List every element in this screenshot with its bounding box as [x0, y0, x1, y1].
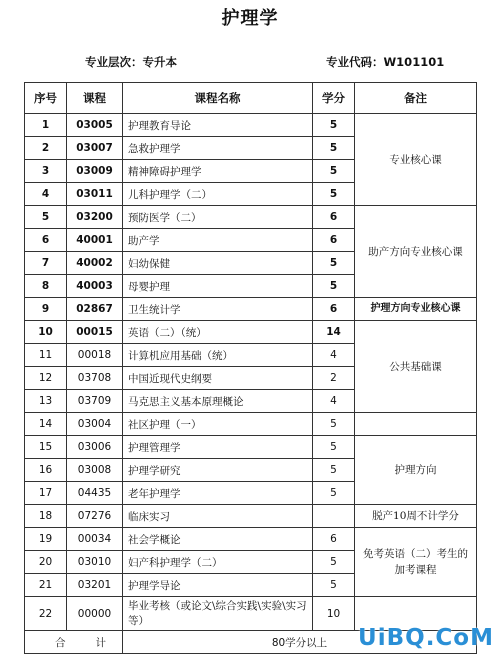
row-credit: 6 — [313, 229, 355, 252]
row-course-code: 00000 — [67, 597, 123, 631]
table-row — [25, 321, 477, 344]
row-credit: 2 — [313, 367, 355, 390]
row-credit: 5 — [313, 275, 355, 298]
row-credit — [313, 505, 355, 528]
row-course-name: 护理管理学 — [123, 436, 313, 459]
row-credit: 5 — [313, 436, 355, 459]
row-seq: 16 — [25, 459, 67, 482]
row-seq: 6 — [25, 229, 67, 252]
total-value: 80学分以上 — [123, 631, 477, 654]
row-course-name: 预防医学（二） — [123, 206, 313, 229]
row-seq: 14 — [25, 413, 67, 436]
row-seq: 10 — [25, 321, 67, 344]
row-course-name: 中国近现代史纲要 — [123, 367, 313, 390]
note-nursing-direction: 护理方向 — [355, 436, 477, 505]
row-course-name: 母婴护理 — [123, 275, 313, 298]
row-course-name: 助产学 — [123, 229, 313, 252]
table-row — [25, 413, 477, 436]
row-course-code: 03708 — [67, 367, 123, 390]
note-empty — [355, 413, 477, 436]
note-midwife-core: 助产方向专业核心课 — [355, 206, 477, 298]
row-credit: 5 — [313, 160, 355, 183]
row-course-name: 社区护理（一） — [123, 413, 313, 436]
row-credit: 14 — [313, 321, 355, 344]
row-course-code: 02867 — [67, 298, 123, 321]
row-course-code: 03005 — [67, 114, 123, 137]
header-note: 备注 — [355, 83, 477, 114]
row-credit: 5 — [313, 137, 355, 160]
row-credit: 5 — [313, 459, 355, 482]
row-course-code: 00015 — [67, 321, 123, 344]
row-credit: 5 — [313, 574, 355, 597]
row-course-code: 03200 — [67, 206, 123, 229]
row-course-code: 03009 — [67, 160, 123, 183]
row-course-code: 40003 — [67, 275, 123, 298]
row-credit: 5 — [313, 413, 355, 436]
row-seq: 19 — [25, 528, 67, 551]
row-course-name: 护理学研究 — [123, 459, 313, 482]
major-code-label: 专业代码：W101101 — [326, 55, 445, 69]
note-core: 专业核心课 — [355, 114, 477, 206]
row-course-code: 03010 — [67, 551, 123, 574]
row-seq: 22 — [25, 597, 67, 631]
row-course-code: 03709 — [67, 390, 123, 413]
row-credit: 4 — [313, 390, 355, 413]
table-row — [25, 528, 477, 551]
row-course-name: 妇幼保健 — [123, 252, 313, 275]
note-public-basic: 公共基础课 — [355, 321, 477, 413]
row-seq: 8 — [25, 275, 67, 298]
major-level-label: 专业层次：专升本 — [85, 55, 177, 69]
row-course-code: 03004 — [67, 413, 123, 436]
row-course-name: 英语（二）（统） — [123, 321, 313, 344]
row-seq: 21 — [25, 574, 67, 597]
row-course-code: 40001 — [67, 229, 123, 252]
row-course-name: 护理教育导论 — [123, 114, 313, 137]
row-seq: 5 — [25, 206, 67, 229]
watermark-logo: UiBQ.CoM — [358, 625, 494, 651]
row-seq: 13 — [25, 390, 67, 413]
row-course-name: 儿科护理学（二） — [123, 183, 313, 206]
row-course-name: 卫生统计学 — [123, 298, 313, 321]
row-credit: 6 — [313, 528, 355, 551]
row-course-code: 03007 — [67, 137, 123, 160]
row-credit: 5 — [313, 114, 355, 137]
header-credit: 学分 — [313, 83, 355, 114]
header-seq: 序号 — [25, 83, 67, 114]
table-row — [25, 505, 477, 528]
row-course-name: 计算机应用基础（统） — [123, 344, 313, 367]
page-title: 护理学 — [221, 8, 279, 29]
row-credit: 5 — [313, 183, 355, 206]
row-credit: 5 — [313, 252, 355, 275]
row-course-code: 03201 — [67, 574, 123, 597]
row-credit: 5 — [313, 551, 355, 574]
header-code: 课程 — [67, 83, 123, 114]
row-seq: 11 — [25, 344, 67, 367]
row-seq: 4 — [25, 183, 67, 206]
row-course-code: 07276 — [67, 505, 123, 528]
row-seq: 17 — [25, 482, 67, 505]
row-course-code: 03006 — [67, 436, 123, 459]
note-internship: 脱产10周不计学分 — [355, 505, 477, 528]
table-header-row — [25, 83, 477, 114]
note-nursing-core: 护理方向专业核心课 — [355, 298, 477, 321]
note-extra-exam: 免考英语（二）考生的加考课程 — [355, 528, 477, 597]
row-course-name: 护理学导论 — [123, 574, 313, 597]
row-course-code: 04435 — [67, 482, 123, 505]
row-credit: 10 — [313, 597, 355, 631]
row-seq: 1 — [25, 114, 67, 137]
row-course-name: 毕业考核（或论文\综合实践\实验\实习等） — [123, 597, 313, 631]
row-credit: 4 — [313, 344, 355, 367]
row-course-name: 临床实习 — [123, 505, 313, 528]
row-course-name: 马克思主义基本原理概论 — [123, 390, 313, 413]
row-course-name: 精神障碍护理学 — [123, 160, 313, 183]
row-seq: 9 — [25, 298, 67, 321]
row-course-code: 03011 — [67, 183, 123, 206]
row-credit: 6 — [313, 206, 355, 229]
row-seq: 12 — [25, 367, 67, 390]
row-course-name: 急救护理学 — [123, 137, 313, 160]
row-seq: 3 — [25, 160, 67, 183]
course-plan-table — [24, 82, 477, 654]
total-label: 合计 — [25, 631, 123, 654]
row-seq: 18 — [25, 505, 67, 528]
row-credit: 5 — [313, 482, 355, 505]
header-name: 课程名称 — [123, 83, 313, 114]
row-credit: 6 — [313, 298, 355, 321]
row-course-code: 00018 — [67, 344, 123, 367]
table-row — [25, 114, 477, 137]
row-seq: 2 — [25, 137, 67, 160]
row-seq: 20 — [25, 551, 67, 574]
row-course-name: 妇产科护理学（二） — [123, 551, 313, 574]
row-course-name: 社会学概论 — [123, 528, 313, 551]
table-row — [25, 436, 477, 459]
row-course-name: 老年护理学 — [123, 482, 313, 505]
row-seq: 7 — [25, 252, 67, 275]
row-seq: 15 — [25, 436, 67, 459]
row-course-code: 03008 — [67, 459, 123, 482]
table-row — [25, 206, 477, 229]
table-row — [25, 298, 477, 321]
row-course-code: 40002 — [67, 252, 123, 275]
row-course-code: 00034 — [67, 528, 123, 551]
